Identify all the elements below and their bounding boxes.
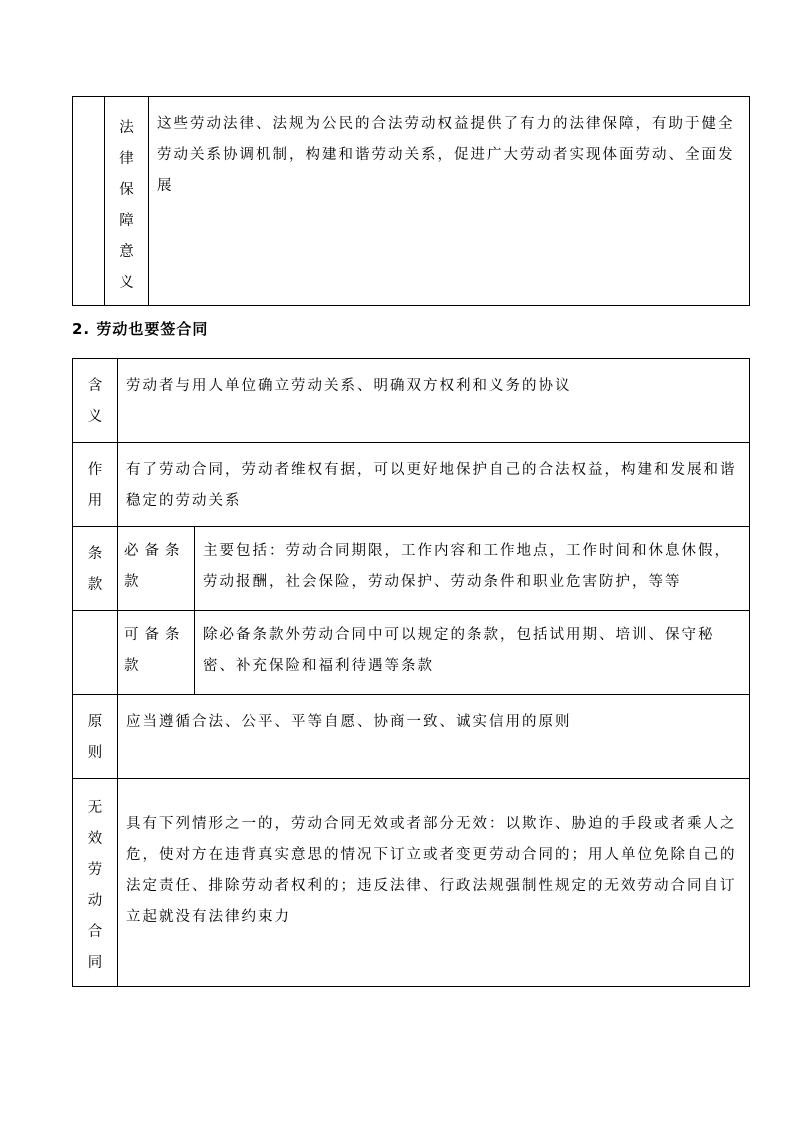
principle-text: 应当遵循合法、公平、平等自愿、协商一致、诚实信用的原则 — [118, 695, 750, 779]
optional-clauses-text: 除必备条款外劳动合同中可以规定的条款，包括试用期、培训、保守秘密、补充保险和福利待遇等条款 — [195, 611, 750, 695]
function-text: 有了劳动合同，劳动者维权有据，可以更好地保护自己的合法权益，构建和发展和谐稳定的劳动关系 — [118, 443, 750, 527]
table-row — [73, 611, 750, 695]
table-row — [73, 527, 750, 611]
meaning-text: 劳动者与用人单位确立劳动关系、明确双方权利和义务的协议 — [118, 359, 750, 443]
function-label: 作 用 — [73, 443, 118, 527]
clauses-label: 条 款 — [73, 527, 118, 611]
legal-protection-significance-label: 法 律 保 障 意 义 — [105, 97, 149, 306]
table-row — [73, 695, 750, 779]
invalid-contract-label: 无 效 劳 动 合 同 — [73, 779, 118, 987]
table-row — [73, 359, 750, 443]
table-row — [73, 779, 750, 987]
optional-clauses-label: 可备条款 — [118, 611, 195, 695]
legal-protection-table — [72, 96, 750, 306]
invalid-contract-text: 具有下列情形之一的，劳动合同无效或者部分无效：以欺诈、胁迫的手段或者乘人之危，使对方在违背真实意思的情况下订立或者变更劳动合同的；用人单位免除自己的法定责任、排除劳动者权利的；违反法律、行政法规强制性规定的无效劳动合同自订立起就没有法律约束力 — [118, 779, 750, 987]
section-heading: 2. 劳动也要签合同 — [72, 320, 209, 338]
meaning-label: 含 义 — [73, 359, 118, 443]
required-clauses-text: 主要包括：劳动合同期限，工作内容和工作地点，工作时间和休息休假，劳动报酬，社会保险，劳动保护、劳动条件和职业危害防护，等等 — [195, 527, 750, 611]
table-row — [73, 97, 750, 306]
required-clauses-label: 必备条款 — [118, 527, 195, 611]
empty-cell — [73, 97, 105, 306]
table-row — [73, 443, 750, 527]
labor-contract-table — [72, 358, 750, 987]
legal-protection-significance-text: 这些劳动法律、法规为公民的合法劳动权益提供了有力的法律保障，有助于健全劳动关系协调机制，构建和谐劳动关系，促进广大劳动者实现体面劳动、全面发展 — [149, 97, 750, 306]
empty-cell — [73, 611, 118, 695]
principle-label: 原 则 — [73, 695, 118, 779]
